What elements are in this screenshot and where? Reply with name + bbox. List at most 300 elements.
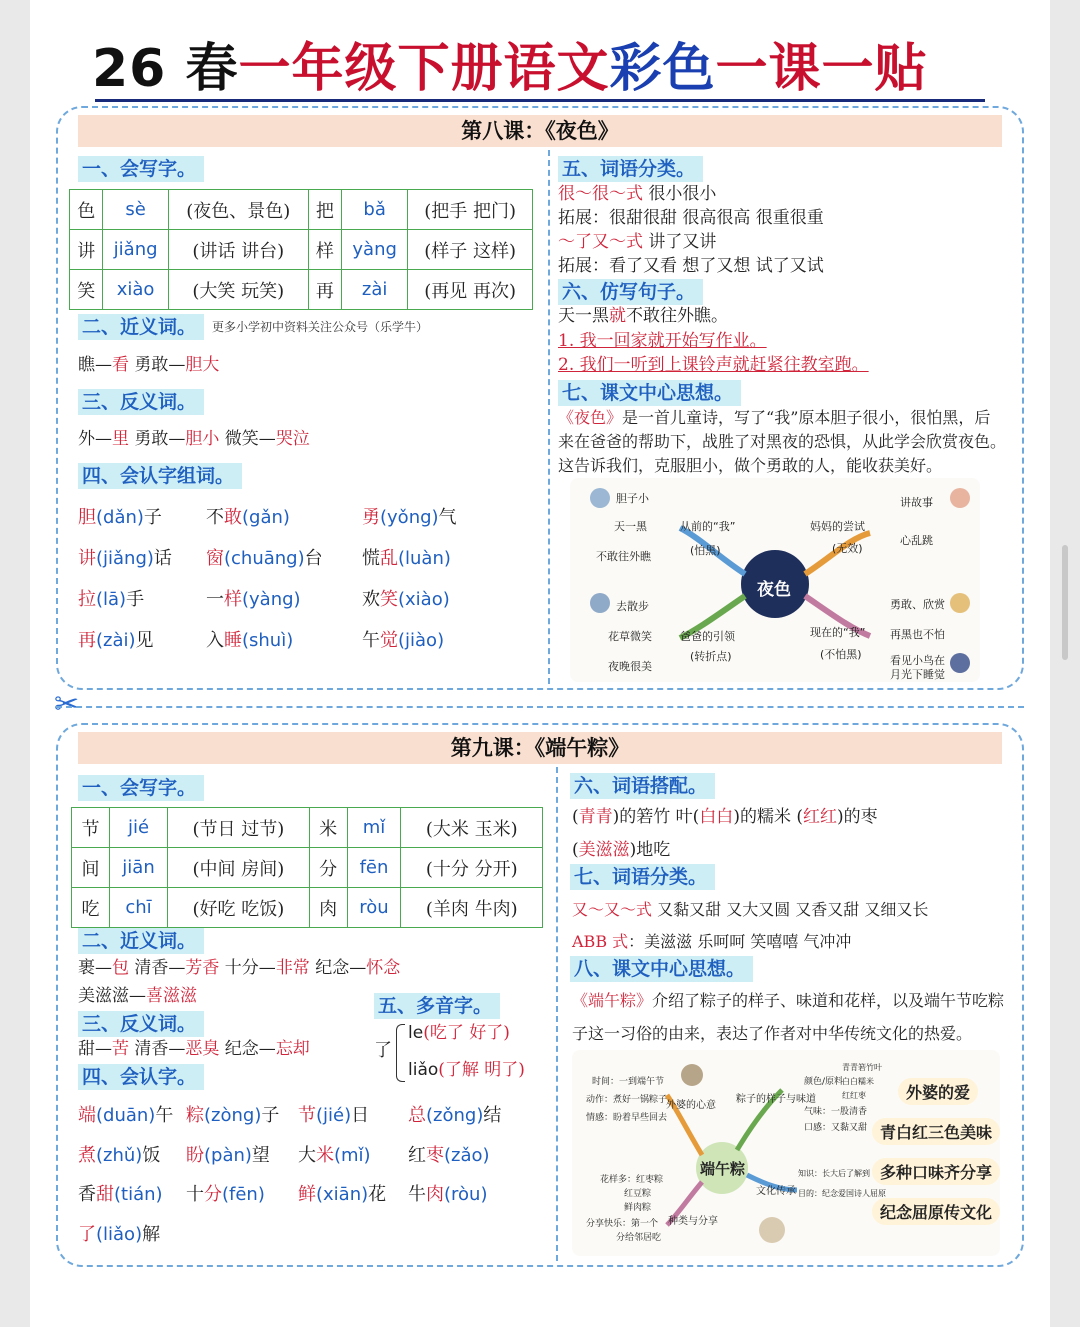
map-node: 外婆的心意: [666, 1100, 716, 1111]
char: 午: [155, 1105, 174, 1126]
char: 样: [224, 589, 242, 610]
text: 勇敢—: [129, 429, 186, 449]
text: )的糯米 (: [733, 807, 803, 827]
table-cell: jiān: [109, 848, 167, 888]
scene-dot: [590, 593, 610, 613]
recognize-word: [362, 503, 457, 529]
scene-dot: [759, 1217, 785, 1243]
title-underline: [95, 99, 985, 102]
map-node: 看见小鸟在: [890, 654, 945, 667]
char: 结: [483, 1105, 502, 1126]
char: 气: [438, 507, 457, 528]
recognize-word: [78, 544, 172, 570]
text: 又黏又甜 又大又圆 又香又甜 又细又长: [652, 900, 929, 919]
recognize-word: [362, 544, 451, 570]
map-node: 天一黑: [614, 520, 647, 533]
text: 红红: [802, 807, 837, 827]
cut-line: [56, 706, 1024, 708]
char: 午: [362, 630, 380, 651]
table-cell: fēn: [347, 848, 401, 888]
l8-idea-line1: [558, 406, 990, 430]
l9-mindmap: [572, 1050, 1000, 1256]
pinyin: (jié): [316, 1105, 352, 1126]
char: 香: [78, 1184, 96, 1205]
l9-match-2: [572, 838, 670, 862]
text: 微笑—: [219, 429, 276, 449]
char: 解: [142, 1223, 161, 1245]
lesson9-heading: 第九课：《端午粽》: [78, 732, 1002, 764]
text: 美滋滋: [578, 840, 630, 860]
map-node: 分享快乐：第一个: [586, 1219, 659, 1229]
recognize-word: [78, 1180, 163, 1206]
recognize-word: [206, 626, 293, 652]
pinyin: (yǒng): [380, 507, 439, 528]
text: 清香—: [129, 958, 186, 978]
l9-poly-2: [408, 1058, 525, 1082]
text: 怀念: [366, 958, 401, 978]
text: 哭泣: [275, 429, 310, 449]
l8-classify-line4: 拓展：看了又看 想了又想 试了又试: [558, 256, 824, 276]
l8-mindmap: [570, 478, 980, 682]
scene-dot: [590, 488, 610, 508]
map-node: 爸爸的引领: [680, 630, 735, 643]
text: 看: [112, 355, 129, 375]
text: )地吃: [629, 840, 671, 860]
table-cell: 样: [308, 230, 341, 270]
table-cell: (再见 再次): [408, 270, 533, 310]
l8-antonyms: [78, 427, 310, 451]
text: ～了又～式: [558, 232, 643, 252]
table-row: [72, 808, 543, 848]
table-cell: (十分 分开): [401, 848, 543, 888]
l8-section-classify: 五、词语分类。: [558, 156, 703, 182]
recognize-word: [186, 1141, 270, 1167]
l8-classify-line1: [558, 182, 716, 206]
text: 很～很～式: [558, 184, 643, 204]
recognize-word: [78, 1220, 160, 1246]
char: 慌: [362, 548, 380, 569]
map-badge: 纪念屈原传文化: [872, 1198, 1000, 1225]
scene-dot: [950, 653, 970, 673]
text: 很小很小: [643, 184, 717, 204]
char: 日: [351, 1105, 370, 1126]
recognize-word: [186, 1101, 279, 1127]
pinyin: (duān): [96, 1105, 156, 1126]
text: 天一黑: [558, 306, 609, 326]
promo-note: 更多小学初中资料关注公众号（乐学牛）: [212, 320, 429, 334]
title-part2: 一年级下册语文: [238, 39, 610, 99]
table-cell: jié: [109, 808, 167, 848]
text: 就: [609, 306, 626, 326]
text: liǎo: [408, 1060, 439, 1080]
text: 纪念—: [219, 1039, 276, 1059]
map-node: 青青箬竹叶: [842, 1063, 882, 1072]
pinyin: (gǎn): [242, 507, 290, 528]
table-cell: 再: [308, 270, 341, 310]
char: 欢: [362, 589, 380, 610]
table-cell: bǎ: [342, 190, 408, 230]
map-node: 红红枣: [842, 1091, 866, 1100]
l9-idea-line1: [572, 989, 1004, 1013]
map-node: 不敢往外瞧: [596, 550, 651, 563]
l9-section-idea: 八、课文中心思想。: [570, 956, 753, 982]
map-node: (转折点): [690, 650, 732, 663]
pinyin: (zǎo): [444, 1144, 490, 1166]
text: ：美滋滋 乐呵呵 笑嘻嘻 气冲冲: [628, 932, 852, 951]
l8-idea-line3: 这告诉我们，克服胆小，做个勇敢的人，能收获美好。: [558, 456, 943, 475]
char: 煮: [78, 1144, 96, 1166]
scene-dot: [950, 593, 970, 613]
text: 《夜色》: [558, 408, 623, 427]
scissors-icon: ✂: [54, 687, 80, 722]
recognize-word: [186, 1180, 265, 1206]
l8-classify-line3: [558, 230, 716, 254]
l9-section-match: 六、词语搭配。: [570, 773, 715, 799]
map-node: 夜晚很美: [608, 660, 652, 673]
l9-idea-line2: 子这一习俗的由来，表达了作者对中华传统文化的热爱。: [572, 1024, 973, 1043]
pinyin: (mǐ): [334, 1144, 371, 1166]
char: 入: [206, 630, 224, 651]
text: 包: [112, 958, 129, 978]
table-cell: (节日 过节): [168, 808, 310, 848]
pinyin: (zǒng): [426, 1105, 484, 1126]
l8-section-imitate: 六、仿写句子。: [558, 279, 703, 305]
text: (了解 明了): [438, 1060, 525, 1080]
map-node: 花样多：红枣粽: [600, 1175, 664, 1185]
text: (: [572, 840, 579, 860]
pinyin: (zòng): [204, 1105, 262, 1126]
table-cell: 笑: [70, 270, 103, 310]
l9-poly-char: 了: [374, 1040, 392, 1061]
l9-classify-2: [572, 930, 851, 954]
text: 十分—: [219, 958, 276, 978]
char: 觉: [380, 630, 398, 651]
poly-brace: [396, 1024, 405, 1082]
pinyin: (yàng): [242, 589, 301, 610]
scrollbar[interactable]: [1062, 545, 1068, 660]
char: 总: [408, 1105, 426, 1126]
text: 美滋滋—: [78, 986, 146, 1006]
char: 一: [206, 589, 224, 610]
char: 不: [206, 507, 224, 528]
map-node: 去散步: [616, 600, 649, 613]
text: 甜—: [78, 1039, 112, 1059]
l8-idea-line2: 来在爸爸的帮助下，战胜了对黑夜的恐惧，从此学会欣赏夜色。: [558, 432, 1007, 451]
table-cell: 吃: [72, 888, 110, 928]
pinyin: (shuì): [242, 630, 294, 651]
table-row: [72, 888, 543, 928]
char: 粽: [186, 1105, 204, 1126]
char: 甜: [96, 1184, 114, 1205]
l9-antonyms: [78, 1037, 310, 1061]
lesson8-divider: [548, 150, 550, 684]
l8-classify-line2: 拓展：很甜很甜 很高很高 很重很重: [558, 208, 824, 228]
recognize-word: [206, 503, 290, 529]
table-cell: mǐ: [347, 808, 401, 848]
table-cell: chī: [109, 888, 167, 928]
map-center: 端午粽: [700, 1160, 746, 1178]
l9-poly-1: [408, 1021, 510, 1045]
l9-synonyms-2: [78, 984, 197, 1008]
l9-section-synonym: 二、近义词。: [78, 928, 204, 954]
title-part1: 26 春: [92, 39, 239, 99]
text: )的枣: [836, 807, 878, 827]
table-cell: 肉: [309, 888, 347, 928]
map-node: 讲故事: [900, 496, 933, 509]
char: 大: [298, 1144, 316, 1166]
map-node: 从前的“我”: [680, 520, 736, 533]
table-cell: 讲: [70, 230, 103, 270]
pinyin: (xiào): [398, 589, 450, 610]
map-node: 知识：长大后了解到: [798, 1169, 870, 1178]
text: 瞧—: [78, 355, 112, 375]
char: 枣: [426, 1144, 444, 1166]
char: 子: [143, 507, 162, 528]
pinyin: (dǎn): [96, 507, 144, 528]
recognize-word: [78, 503, 162, 529]
table-cell: xiào: [103, 270, 168, 310]
table-cell: (把手 把门): [408, 190, 533, 230]
map-node: (怕黑): [690, 544, 721, 557]
map-node: 粽子的样子与味道: [736, 1094, 816, 1105]
table-cell: 米: [309, 808, 347, 848]
char: 勇: [362, 507, 380, 528]
text: 裹—: [78, 958, 112, 978]
l8-synonyms: [78, 353, 219, 377]
map-node: (无效): [832, 542, 863, 555]
table-cell: (羊肉 牛肉): [401, 888, 543, 928]
table-row: [70, 190, 533, 230]
recognize-word: [362, 585, 450, 611]
l8-imitate-1: 1. 我一回家就开始写作业。: [558, 331, 767, 351]
pinyin: (tián): [114, 1184, 163, 1205]
scene-dot: [681, 1064, 703, 1086]
l9-synonyms-1: [78, 956, 400, 980]
text: (吃了 好了): [423, 1023, 510, 1043]
l9-section-polyphone: 五、多音字。: [374, 993, 500, 1019]
l8-section-idea: 七、课文中心思想。: [558, 380, 741, 406]
char: 节: [298, 1105, 316, 1126]
table-cell: 节: [72, 808, 110, 848]
map-node: 文化传承: [756, 1186, 796, 1197]
pinyin: (ròu): [444, 1184, 488, 1205]
map-node: 白白糯米: [842, 1077, 874, 1086]
char: 睡: [224, 630, 242, 651]
table-cell: (好吃 吃饭): [168, 888, 310, 928]
recognize-word: [298, 1101, 369, 1127]
text: 又～又～式: [572, 900, 653, 919]
pinyin: (jiào): [398, 630, 445, 651]
map-node: (不怕黑): [820, 648, 862, 661]
map-center: 夜色: [757, 580, 791, 600]
text: 忘却: [275, 1039, 310, 1059]
pinyin: (luàn): [398, 548, 451, 569]
pinyin: (lā): [96, 589, 127, 610]
map-badge: 青白红三色美味: [872, 1118, 1000, 1145]
recognize-word: [362, 626, 444, 652]
pinyin: (xiān): [316, 1184, 369, 1205]
char: 花: [368, 1184, 387, 1205]
map-node: 目的：纪念爱国诗人屈原: [798, 1189, 886, 1198]
char: 饭: [142, 1144, 161, 1166]
pinyin: (fēn): [222, 1184, 265, 1205]
table-cell: (夜色、景色): [168, 190, 308, 230]
text: (: [572, 807, 579, 827]
table-cell: 间: [72, 848, 110, 888]
char: 再: [78, 630, 96, 651]
map-node: 情感：盼着早些回去: [586, 1113, 668, 1123]
char: 米: [316, 1144, 334, 1166]
table-cell: 色: [70, 190, 103, 230]
table-row: [70, 230, 533, 270]
table-cell: (样子 这样): [408, 230, 533, 270]
map-node: 种类与分享: [668, 1216, 718, 1227]
map-node: 时间：一到端午节: [592, 1077, 665, 1087]
recognize-word: [298, 1180, 386, 1206]
text: 不敢往外瞧。: [626, 306, 728, 326]
char: 望: [251, 1144, 270, 1166]
char: 盼: [186, 1144, 204, 1166]
table-cell: (大笑 玩笑): [168, 270, 308, 310]
text: 清香—: [129, 1039, 186, 1059]
l8-write-table: [69, 189, 533, 310]
table-cell: ròu: [347, 888, 401, 928]
table-cell: yàng: [342, 230, 408, 270]
l8-section-antonym: 三、反义词。: [78, 389, 204, 415]
map-node: 心乱跳: [900, 534, 933, 547]
map-node: 气味：一股清香: [804, 1107, 868, 1117]
char: 话: [153, 548, 172, 569]
map-node: 妈妈的尝试: [810, 520, 865, 533]
text: 喜滋滋: [146, 986, 197, 1006]
text: 胆大: [185, 355, 220, 375]
l9-section-classify: 七、词语分类。: [570, 864, 715, 890]
text: 恶臭: [185, 1039, 220, 1059]
table-row: [70, 270, 533, 310]
text: 青青: [578, 807, 613, 827]
recognize-word: [298, 1141, 371, 1167]
text: 苦: [112, 1039, 129, 1059]
char: 手: [126, 589, 145, 610]
text: 《端午粽》: [572, 991, 653, 1010]
map-node: 分给邻居吃: [616, 1233, 662, 1243]
l9-section-antonym: 三、反义词。: [78, 1011, 204, 1037]
table-cell: (大米 玉米): [401, 808, 543, 848]
char: 讲: [78, 548, 96, 569]
char: 端: [78, 1105, 96, 1126]
pinyin: (chuāng): [224, 548, 305, 569]
l9-classify-1: [572, 898, 928, 922]
scene-dot: [950, 488, 970, 508]
l9-section-write: 一、会写字。: [78, 775, 204, 801]
l9-section-recognize: 四、会认字。: [78, 1064, 204, 1090]
text: 纪念—: [309, 958, 367, 978]
title-part4: 一课一贴: [715, 39, 928, 99]
recognize-word: [78, 1141, 160, 1167]
pinyin: (liǎo): [96, 1223, 143, 1245]
pinyin: (zài): [96, 630, 136, 651]
recognize-word: [408, 1101, 501, 1127]
title-part3: 彩色: [609, 39, 716, 99]
char: 肉: [426, 1184, 444, 1205]
l8-section-write: 一、会写字。: [78, 156, 204, 182]
l8-section-recognize: 四、会认字组词。: [78, 463, 242, 489]
char: 见: [135, 630, 154, 651]
text: 非常: [275, 958, 310, 978]
text: 白白: [699, 807, 734, 827]
char: 乱: [380, 548, 398, 569]
map-node: 鲜肉粽: [624, 1203, 652, 1213]
l8-imitate-2: 2. 我们一听到上课铃声就赶紧往教室跑。: [558, 355, 869, 375]
map-node: 花草微笑: [608, 630, 652, 643]
map-node: 勇敢、欣赏: [890, 598, 945, 611]
recognize-word: [78, 626, 154, 652]
recognize-word: [206, 544, 323, 570]
table-cell: zài: [342, 270, 408, 310]
pinyin: (jiǎng): [96, 548, 154, 569]
char: 子: [261, 1105, 280, 1126]
text: 勇敢—: [129, 355, 186, 375]
table-cell: 把: [308, 190, 341, 230]
page-title: [92, 38, 992, 100]
l8-section-synonym: 二、近义词。: [78, 314, 204, 340]
table-cell: sè: [103, 190, 168, 230]
char: 台: [304, 548, 323, 569]
recognize-word: [206, 585, 301, 611]
text: 是一首儿童诗，写了“我”原本胆子很小，很怕黑，后: [622, 408, 991, 427]
char: 敢: [224, 507, 242, 528]
l9-write-table: [71, 807, 543, 928]
map-node: 再黑也不怕: [890, 628, 945, 641]
char: 了: [78, 1223, 96, 1245]
recognize-word: [408, 1180, 487, 1206]
map-node: 颜色/原料: [804, 1077, 844, 1087]
recognize-word: [78, 1101, 173, 1127]
pinyin: (zhǔ): [96, 1144, 143, 1166]
map-node: 胆子小: [616, 492, 649, 505]
pinyin: (pàn): [204, 1144, 252, 1166]
l8-imitate-model: [558, 304, 728, 328]
char: 分: [204, 1184, 222, 1205]
char: 十: [186, 1184, 204, 1205]
text: 里: [112, 429, 129, 449]
char: 鲜: [298, 1184, 316, 1205]
lesson9-divider: [556, 767, 558, 1261]
table-cell: (中间 房间): [168, 848, 310, 888]
text: )的箬竹 叶(: [612, 807, 700, 827]
table-cell: jiǎng: [103, 230, 168, 270]
map-badge: 多种口味齐分享: [872, 1158, 1000, 1185]
text: 讲了又讲: [643, 232, 717, 252]
text: 芳香: [185, 958, 220, 978]
map-node: 口感：又黏又甜: [804, 1123, 868, 1133]
char: 胆: [78, 507, 96, 528]
lesson8-heading: 第八课：《夜色》: [78, 115, 1002, 147]
table-row: [72, 848, 543, 888]
map-node: 月光下睡觉: [890, 668, 945, 681]
text: 外—: [78, 429, 112, 449]
l9-match-1: [572, 805, 878, 829]
char: 牛: [408, 1184, 426, 1205]
text: le: [408, 1023, 424, 1043]
map-node: 现在的“我”: [810, 626, 866, 639]
table-cell: (讲话 讲台): [168, 230, 308, 270]
char: 拉: [78, 589, 96, 610]
recognize-word: [408, 1141, 490, 1167]
map-node: 动作：煮好一锅粽子: [586, 1095, 668, 1105]
map-node: 红豆粽: [624, 1189, 652, 1199]
map-badge: 外婆的爱: [898, 1078, 978, 1105]
